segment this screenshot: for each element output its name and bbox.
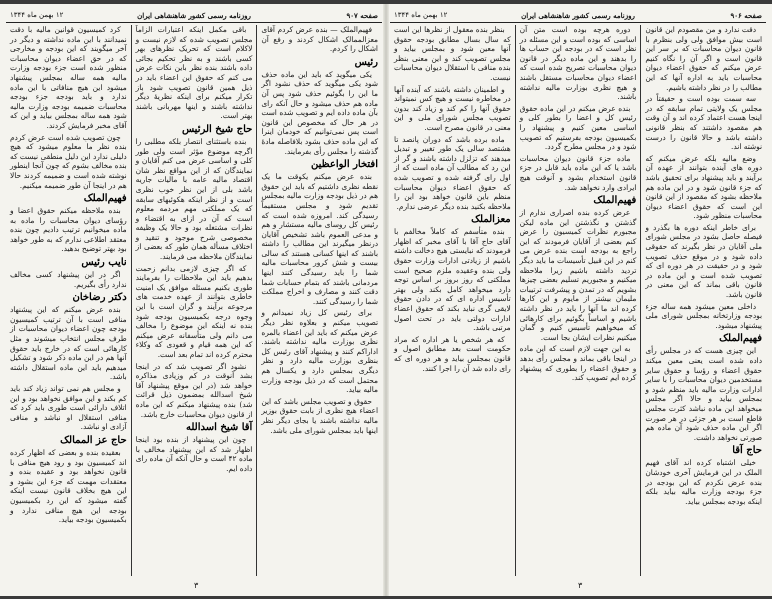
text-column (390, 25, 515, 576)
text-column (6, 25, 131, 576)
paragraph: حقوق و تصویب مجلس باشد که این اعضاء هیچ نظری از بابت حقوق بوزیر مالیه نداشته باشند یا بجای دیگر نظر اینها باید بمجلس شورای ملی باشد. (261, 396, 378, 435)
paragraph: بنظر بنده معقول از نظرها این است که سال بسال مطابق بودجه حقوق آنها معین شود و بمجلس بیاید و مجلس تصویب کند و این معنی بنظر بنده منافی با استقلال دیوان محاسبات نیست. (393, 25, 511, 82)
issue-date: ۱۲ بهمن ماه ۱۳۴۴ (10, 11, 64, 19)
page-number: صفحه ۹۰۷ (346, 11, 378, 20)
paragraph: بنده متأسفم که کاملاً مخالفم با آقای حاج آقا با آقای مخبر که اظهار فرمودند که نبایستی هیچ دخالت داشته باشیم از زیادتی ادارات وزارت حقوق ولی بنده وعقیده ملزم صحیح است مملکتی که روز بروز بر اساس توجه دارد میخواهد کامل بکند ولی بهتر تأسیس اداره ای که در دادن حقوق لایقی گری نباید بکند که حقوق اعضاء ادارات دولتی باید در تحت اصول مرتبی باشد. (393, 227, 511, 333)
paragraph: که اگر چیزی لازمی بدانم زحمت بدهیم باید این ملاحظات را بفرمایند طوری بکنیم مسئله موافق یک امنیت خاطری بتوانند از عهده خدمت های مرجوعه برآیند و گران است با این وجوه درجه بکمیسیون بودجه شود بنده نه اینکه این موضوع را مخالف می دانم ولی متأسفانه عرض میکنم که این همه قیام و قعودی که وکلاء محترم کرده اند تمام بعد است. (135, 263, 253, 359)
newspaper-title: روزنامه رسمی کشور شاهنشاهی ایران (521, 11, 635, 20)
page-gutter (383, 4, 389, 596)
paragraph: کرد کمیسیون قوانین مالیه با دقت نمیدانند با این ماده نداشته و دیگر در آخر میگویند که این بودجه و مخارجی که در حق اعضاء دیوان محاسبات منظور شده است جزء بودجه وزارت مالیه همه ساله بمجلس پیشنهاد میشود این هیچ منافاتی با این ماده ندارد و باید بودجه جزء بودجه محاسبات ضمیمه بودجه وزارت مالیه شود همه ساله بمجلس بیاید و این که آقای مخبر فرمایش کردند. (9, 25, 127, 130)
paragraph: یکی میگوید که باید این ماده حذف شود یکی میگوید که حذف نشود اگر ما این را بگوئیم حذف شود پس آن ماده هم حذف میشود و حال آنکه رای بآن ماده داده ایم و تصویب شده است در هر حال که مخصوص این قانون است پس نمی‌توانیم که خودمان اینرا که این ماده حذف بشود بلافاصله مادهٔ گذشته را مجلس رأی بفرمایند. (261, 69, 378, 156)
speaker-heading: فهیم‌الملک (593, 195, 637, 207)
paragraph: ماده جزء قانون دیوان محاسبات باشد یا که این ماده باید قابل در جزء قانون استخدام بشود و آنوقت هیچ ایرادی وارد نخواهد شد. (519, 153, 637, 192)
paragraph: برای خاطر اینکه دوره ها بگذرد و فیصله حاصل بشود در مجلس شورای ملی آقایان در نظر بگیرند که حقوقی داده شود و در موقع حذف تصویب شود و در حقیقت در هر دوره ای که تصویب شده است و این ماده در قانون باقی بماند که این معنی در قانون باشد. (645, 222, 762, 300)
text-column (515, 25, 641, 576)
paragraph: چون این پیشنهاد از بنده بود اینجا اظهار شد که این پیشنهاد مخالف با ماده ۴۲ است و حال آنکه آن ماده رای داده ایم. (135, 435, 253, 473)
speaker-heading: معزالملک (471, 214, 511, 226)
paragraph: باقی مکمل اینکه اعتبارات الزاماً مجلس تصویب شده که لازم نیست و لاکلام است که تحریک نظرهای بهر کسی باشند و به نظر تحکیم بجائی داده باشند بنده نظر باین نکات عرض می کنم که حقوق این اعضاء باید در ذیل همین قانون تصویب شود باز تکرار میکنم برای اینکه نظریهٔ دیگر نداشته باشند و اینها مهربانی باشند بهتر است. (135, 25, 253, 121)
right-page (390, 4, 766, 596)
newspaper-spread (0, 4, 772, 596)
paragraph: و اطمینان داشته باشند که آینده آنها در مخاطره نیست و هیچ کس نمیتواند حقوق آنها را کم کند و زیاد کند بدون تصویب مجلس شورای ملی و این معنی در قانون مصرح است. (393, 84, 511, 132)
paragraph: اگر در این پیشنهاد کسی مخالف ندارد رأی بگیریم. (9, 270, 127, 289)
paragraph: سه سمت بوده است و حقیقتاً در مجلس یک ولایتی تمام سابقه که در اینجا هست اعتماد کرده اند و آن وقت هم مقصود داشتند که بنظر قانونی داشته باشد و حالا قانون را درست نوشته اند. (645, 94, 762, 152)
issue-date: ۱۲ بهمن ماه ۱۳۴۴ (394, 11, 448, 19)
paragraph: دقت ندارد و من مقصودم این قانون است بیش موافق ولی ولی بنظرم با قانون دیوان محاسبات که بر سر این قانون است و اگر آن را نگاه کنیم عرض میکنم که حقوق اعضاء دیوان محاسبات باید به اداره آنها که این مطالب را در نظر داشته باشیم. (645, 25, 762, 92)
paragraph: عرض کرده بنده اصراری ندارم از گذشتن و نگذشتن این ماده لیکن مجبورم نظرات کمیسیون را عرض کنم بعضی از آقایان فرمودند که این راجع به بودجه است بنده عرض می کنم در این قبیل تأسیسات ما باید دیگر تردید داشته باشیم زیرا ملاحظه میکنیم و مجبوریم تسلیم بعضی چیزها بشویم که در تمدن و پیشرفت ترتیبات ملیمان بیشتر از مایوم و این کارها کرده اند ما آنها را باید در نظر داشته باشیم و اساساً بگوئیم برای کارهائی که میخواهیم تأسیس کنیم و گمان میکنیم نظرات ایشان بجا است. (519, 208, 637, 342)
paragraph: بنده عرض میکنم که این پیشنهاد منافی است با آن ترتیب کمیسیون بودجه چون اعضاء دیوان محاسبات از طرف مجلس انتخاب میشوند و مثل کارهائی است که در خارج باید حقوق آنها هم در این ماده ذکر شود و تشکیل میدهیم باید این ماده استقلال داشته باشد. (9, 305, 127, 382)
paragraph: این چیزی هست که در مجلس رأی داده شده است یعنی معین میکند حقوق اعضاء و رؤسا و حقوق سایر مستخدمین دیوان محاسبات را با سایر ادارات وزارت مالیه باید منظم شود و بمجلس بیاید و حالا اگر مجلس میخواهد این ماده نباشد کثرت مجلس قاطع است بر هر جزئی در هر صورت اگر این ماده حذف شود آن ماده هم صورتی نخواهد داشت. (645, 346, 762, 442)
speaker-heading: افتخار الواعظین (311, 159, 378, 171)
speaker-heading: دکتر رضاخان (72, 292, 127, 304)
text-columns (390, 25, 766, 576)
paragraph: بنده ملاحظه میکنم حقوق اعضا و رؤسای دیوان محاسبات را ماده به ماده میخوانیم ترتیب دادیم چون بنده معتقد اطلاعی ندارم که به طور خواهد بود بهتر توضیح بدهید. (9, 206, 127, 254)
paragraph: دوره هرچه بوده است متن آن اساسی که بوده است و این مسئله در نظر است که در بودجه این حساب ها را بدهند و این ماده دیگر در قانون دیوان محاسبات تصریح شده است که اعضاء دیوان محاسبات مستقل باشند و هیچ نظری بوزارت مالیه نداشته باشند. (519, 25, 637, 102)
text-columns (6, 25, 382, 576)
paragraph: وضع مالیه بلکه عرض میکنم که دوره های آینده بتوانند از عهده آن برآیند و باید پیشنهاد برای تحقیق باشد که جزء قانون شود و در این ماده هم ملاحظه بشود که مقصود از این قانون این است که حقوق اعضاء دیوان محاسبات منظور شود. (645, 153, 762, 221)
paragraph: به این جهت لازم است که این ماده در اینجا باقی بماند و مجلس رأی بدهد و حقوق اعضاء را بطوری که پیشنهاد کرده ایم تصویب کند. (519, 344, 637, 383)
folio-number: ۳ (578, 581, 583, 590)
text-column (131, 25, 257, 576)
left-page (6, 4, 382, 596)
speaker-heading: حاج آقا (732, 445, 762, 457)
folio-number: ۳ (194, 581, 199, 590)
speaker-heading: فهیم‌الملک (83, 193, 127, 205)
page-number: صفحه ۹۰۶ (730, 11, 762, 20)
speaker-heading: حاج عز الممالک (60, 434, 127, 446)
paragraph: فهیم‌الملک — بنده عرض کردم آقای معزالممالک اشکال کردند و رفع آن اشکال را کردم. (261, 25, 378, 54)
newspaper-title: روزنامه رسمی کشور شاهنشاهی ایران (137, 11, 251, 20)
speaker-heading: حاج شیخ الرئیس (181, 123, 253, 135)
paragraph: که هر شخص یا هر اداره که مراد حکومت است بعد مطابق اصول و قانون بمجلس بیاید و هر دوره ای که رای داده شد آن را اجرا کنند. (393, 334, 511, 373)
paragraph: ماده برده باشد که دوران پانصد تا هشتصد سالی یک طور تغییر و تبدیل میدهند که تزلزل داشته باشند و گر از این رد که مطالب آن ماده است که از اول رای گرفته شده و تصویب شده که حقوق اعضاء دیوان محاسبات منظم باین قانون خواهد بود این را ملاحظه بکنید بنده دیگر عرضی ندارم. (393, 134, 511, 211)
paragraph: بعقیده بنده و بعضی که اظهار کرده اند کمیسیون بود و رود هیچ منافی با قانون نخواهد بود و عقیده بنده و معتقدات مهمت که جزء این بشود و این هیچ بخلاف قانون نیست اینکه گفته میشود که این رد بکمیسیون بودجه این هیچ منافی ندارد و بکمیسیون بودجه بیاید. (9, 447, 127, 525)
paragraph: بنده عرض میکنم یکوقت ما یک نقطه نظری داشتیم که باید این حقوق هم در ذیل بودجه وزارت مالیه بمجلس تقدیم شود و مجلس مستقیماً رسیدگی کند. امروزه شده است که رئیس کل روسای مالیه مستشار و هم و مدعی العموم باشد تشخیص آقایان درنظر میگیرند این مطالب را داشته باشند که اینها کسانی هستند که سالی بیست و شش کرور محاسبات مالیه شما را باید رسیدگی کنند اینها مردمانی باشند که بتمام حسابات شما دقت کنند و مصارف و اخراج مملکت شما را رسیدگی کنند. (261, 172, 378, 306)
paragraph: چون تصویب شده است عرض کردم بنده نظر ما معلوم میشود که هیچ دلیلی ندارد این دلیل منطقی نیست که بنده مخالف بشوم که چون آنجا اینطور نوشته شده است و ضمیمه کردند حالا هم در اینجا آن طور ضمیمه میکنیم. (9, 132, 127, 190)
paragraph: خیلی اشتباه کرده اند آقای فهیم الملک در این فرمایش آخری خودشان بنده عرض نکردم که این بودجه در جزء بودجه وزارت مالیه بیاید بلکه اینکه بودجه بمجلس بیاید. (645, 458, 762, 506)
paragraph: بنده عرض میکنم در این ماده حقوق رئیس کل و اعضا را بطور کلی و اساسی معین کنیم و پیشنهاد را بکمیسیون بودجه بفرستیم که تصویب شود و در مجلس مطرح گردد. (519, 103, 637, 152)
page-header (6, 10, 382, 23)
paragraph: برای رئیس کل زیاد نمیدانم و تصویب میکنم و بعلاوه نظر دیگر عرض میکنم که باید این اعضاء بالمره نظری بوزارت مالیه نداشته باشند. اداراکم کنند و پیشنهاد آقای رئیس کل بنظری بوزارت مالیه دارد و نظر دیگری بمجلس دارد و یکسال هم محتمل است که در ذیل بودجه وزارت مالیه بیاید. (261, 308, 378, 395)
paragraph: نشود اگر تصویب شد که در اینجا بشد آنوقت در کم وزیادی مذاکره خواهد شد (در این موقع پیشنهاد آقا شیخ اسدالله بمضمون ذیل قرائت شد) بنده پیشنهاد میکنم که این ماده از قانون دیوان محاسبات خارج باشد. (135, 361, 253, 419)
text-column (640, 25, 766, 576)
speaker-heading: رئیس (354, 56, 378, 68)
speaker-heading: آقا شیخ اسدالله (186, 422, 253, 434)
paragraph: داخلی معین میشود همه ساله جزء بودجه وزارتخانه بمجلس شورای ملی پیشنهاد میشود. (645, 301, 762, 330)
speaker-heading: فهیم‌الملک (719, 333, 762, 345)
paragraph: و مجلس هم نمی تواند زیاد کند باید کم بکند و این موافق نخواهد بود و این اتلاف دارائی است طوری باید کرد که منافی استقلال او نباشد و منافی آزادی او نباشد. (9, 384, 127, 432)
text-column (256, 25, 382, 576)
paragraph: بنده باستثنای انتصار بلکه مطلبی را اگرچه موضوع مؤثر است ولی طور کلی و اساسی عرض می کنم آقایان و نمایندگان که از این مواقع نظر شان اقتصاد مالیه عامه با مالیات جاریه باشد بلی از این نظر خوب نظری است و از نظر اینکه هکوئیهای سابقه که یک مملکتی مهم مردمه معلوم است که آن در ازای به اقتضاء و نظرات مشتغله بود و حالا یک وظیفه مخصوصی شرح موجود و تنقید و اختلاف مسأله همان طور که بعضی از نمایندگان ملاحظه می فرمایند. (135, 136, 253, 262)
page-header (390, 10, 766, 23)
speaker-heading: نایب رئیس (81, 257, 127, 269)
